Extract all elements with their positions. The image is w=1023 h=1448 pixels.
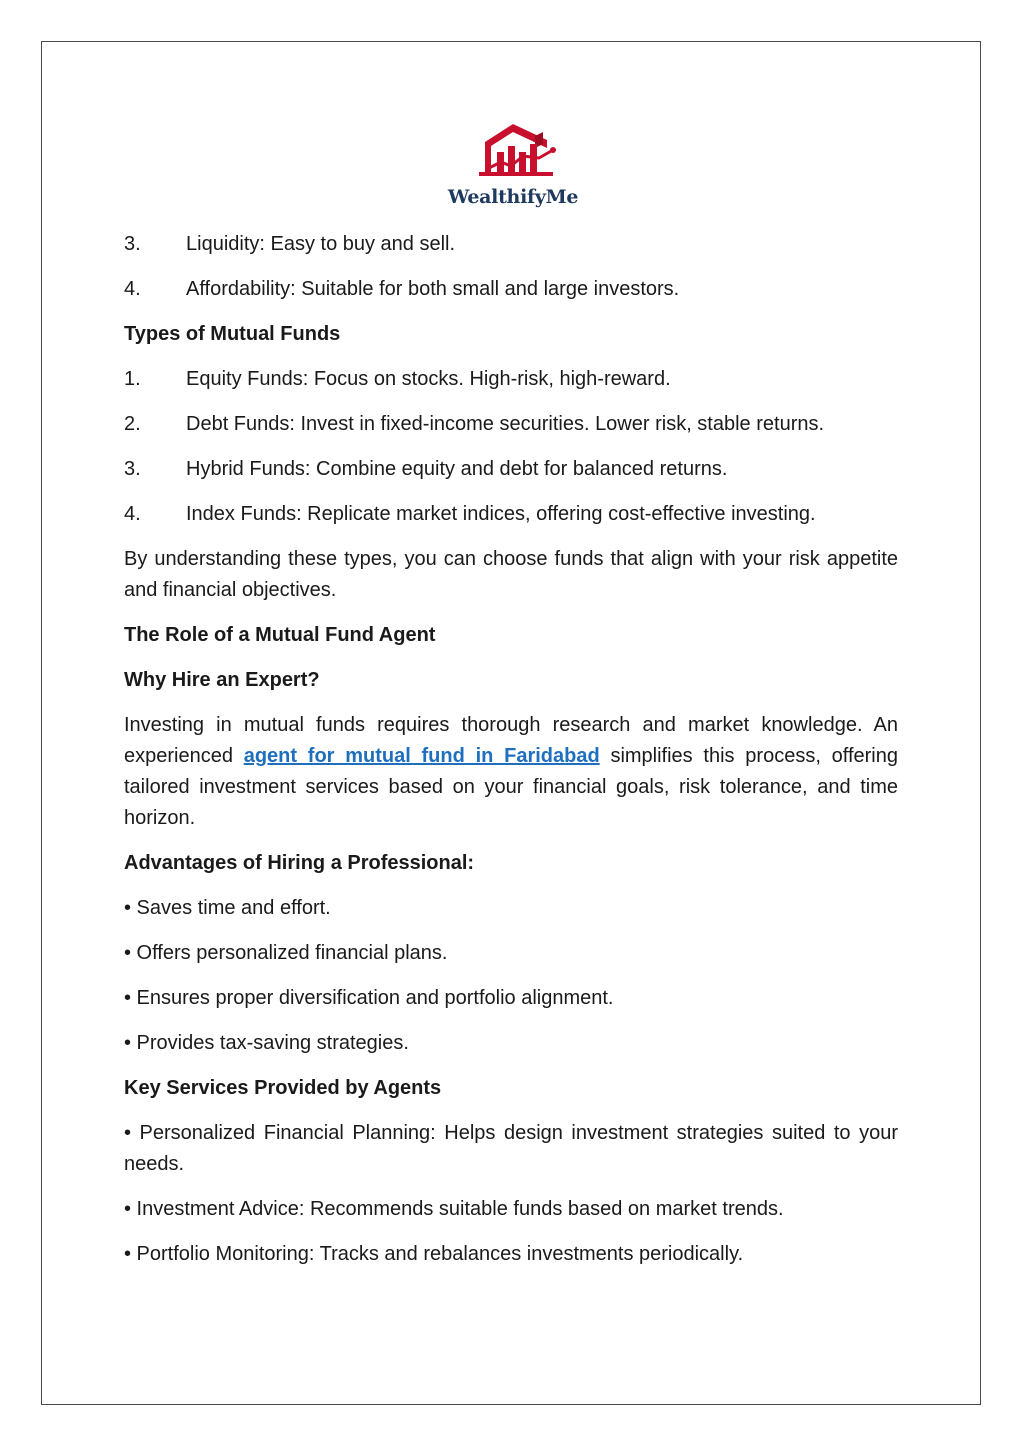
why-text-before: Investing in mutual funds requires thorough research and market knowledge. An experienced: [124, 714, 898, 767]
list-number: 1.: [124, 368, 141, 390]
why-text-after: simplifies this process, offering tailored investment services based on your financial goals, risk tolerance, and time horizon.: [124, 745, 898, 829]
wealthifyme-logo: [443, 122, 583, 214]
why-paragraph: [124, 710, 898, 834]
bullet-item: • Portfolio Monitoring: Tracks and rebalances investments periodically.: [124, 1243, 744, 1265]
bullet-item: • Ensures proper diversification and portfolio alignment.: [124, 987, 614, 1009]
list-number: 3.: [124, 233, 141, 255]
list-item: [124, 274, 898, 305]
list-number: 2.: [124, 413, 141, 435]
list-item: [124, 409, 898, 440]
why-heading: Why Hire an Expert?: [124, 669, 320, 691]
list-text: Hybrid Funds: Combine equity and debt for balanced returns.: [186, 458, 728, 480]
list-number: 4.: [124, 278, 141, 300]
bullet-item: • Saves time and effort.: [124, 897, 331, 919]
types-heading: Types of Mutual Funds: [124, 323, 341, 345]
list-item: [124, 229, 898, 260]
document-body: [124, 229, 898, 1284]
types-summary: By understanding these types, you can choose funds that align with your risk appetite and financial objectives.: [124, 548, 898, 601]
bullet-item: • Investment Advice: Recommends suitable funds based on market trends.: [124, 1198, 784, 1220]
services-heading: Key Services Provided by Agents: [124, 1077, 442, 1099]
building-chart-icon: [443, 122, 583, 186]
list-number: 4.: [124, 503, 141, 525]
brand-name: WealthifyMe: [447, 186, 579, 208]
list-number: 3.: [124, 458, 141, 480]
list-text: Debt Funds: Invest in fixed-income securities. Lower risk, stable returns.: [186, 413, 825, 435]
list-item: [124, 499, 898, 530]
bullet-item: • Personalized Financial Planning: Helps design investment strategies suited to your needs.: [124, 1122, 898, 1175]
list-text: Liquidity: Easy to buy and sell.: [186, 233, 456, 255]
list-text: Equity Funds: Focus on stocks. High-risk, high-reward.: [186, 368, 671, 390]
list-item: [124, 454, 898, 485]
bullet-item: • Provides tax-saving strategies.: [124, 1032, 409, 1054]
list-text: Affordability: Suitable for both small and large investors.: [186, 278, 680, 300]
bullet-item: • Offers personalized financial plans.: [124, 942, 448, 964]
role-heading: The Role of a Mutual Fund Agent: [124, 624, 436, 646]
list-item: [124, 364, 898, 395]
list-text: Index Funds: Replicate market indices, offering cost-effective investing.: [186, 503, 816, 525]
faridabad-agent-link[interactable]: agent for mutual fund in Faridabad: [243, 745, 600, 767]
advantages-heading: Advantages of Hiring a Professional:: [124, 852, 475, 874]
